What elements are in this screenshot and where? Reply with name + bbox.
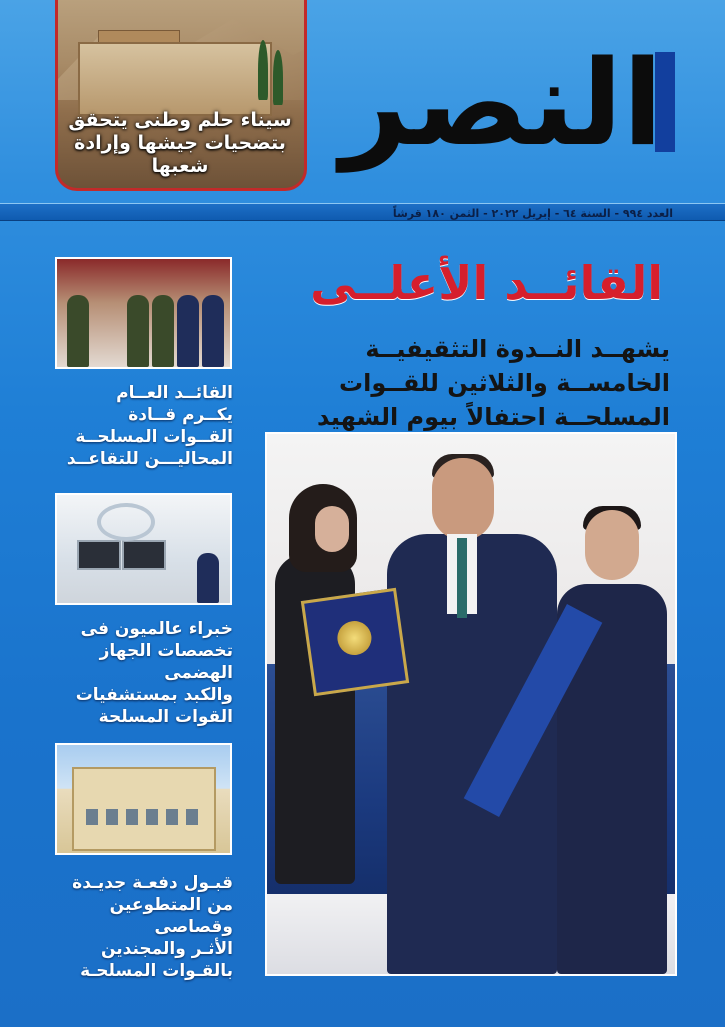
monitor-graphic [122, 540, 166, 570]
plaque-graphic [301, 588, 409, 696]
masthead-logo: النصر [340, 34, 663, 172]
caption-line: تخصصات الجهاز الهضمى [99, 641, 233, 683]
sidebar-caption[interactable] [55, 618, 233, 728]
main-photo[interactable] [265, 432, 677, 976]
caption-line: من المتطوعين وقصاصى [109, 895, 233, 937]
deck-line: المسلحــة احتفالاً بيوم الشهيد [317, 403, 670, 431]
sidebar-thumb-hospital[interactable] [55, 493, 232, 605]
boy-face [585, 510, 639, 580]
caption-line: والكبد بمستشفيات [75, 685, 233, 705]
sidebar-thumb-building[interactable] [55, 743, 232, 855]
medal-icon [335, 619, 373, 657]
sidebar-thumb-ceremony[interactable] [55, 257, 232, 369]
monitor-graphic [77, 540, 121, 570]
tree-graphic [273, 50, 283, 105]
main-kicker: القائــد الأعلــى [310, 256, 663, 310]
window-graphic [86, 809, 98, 825]
window-graphic [186, 809, 198, 825]
promo-headline: سيناء حلم وطنى يتحقق بتضحيات جيشها وإرادة شعبها [68, 109, 292, 177]
person-graphic [202, 295, 224, 367]
caption-line: القوات المسلحة [98, 707, 233, 727]
main-deck [290, 332, 670, 434]
man-face [432, 458, 494, 540]
monastery-graphic [78, 42, 272, 116]
tree-graphic [258, 40, 268, 100]
sidebar-caption[interactable] [55, 872, 233, 982]
deck-line: الخامســة والثلاثين للقــوات [339, 369, 670, 397]
person-graphic [197, 553, 219, 603]
caption-line: المحاليـــن للتقاعــد [66, 449, 233, 469]
deck-line: يشهــد النــدوة التثقيفيــة [365, 335, 670, 363]
tie-graphic [457, 538, 467, 618]
promo-photo[interactable] [55, 0, 307, 191]
window-graphic [166, 809, 178, 825]
person-graphic [127, 295, 149, 367]
issue-line: العدد ٩٩٤ - السنة ٦٤ - إبريل ٢٠٢٢ - الثمن ١٨٠ قرشاً [392, 207, 673, 220]
woman-face [315, 506, 349, 552]
equipment-graphic [97, 503, 155, 541]
person-graphic [152, 295, 174, 367]
caption-line: الأثـر والمجندين [100, 939, 233, 959]
caption-line: يكــرم قــادة [128, 405, 233, 425]
building-graphic [72, 767, 216, 851]
caption-line: قبـول دفعـة جديـدة [72, 873, 233, 893]
person-graphic [177, 295, 199, 367]
caption-line: القائــد العــام [116, 383, 233, 403]
caption-line: القــوات المسلحــة [75, 427, 233, 447]
caption-line: بالقـوات المسلحـة [80, 961, 233, 981]
window-graphic [146, 809, 158, 825]
person-graphic [67, 295, 89, 367]
caption-line: خبراء عالميون فى [80, 619, 233, 639]
window-graphic [106, 809, 118, 825]
window-graphic [126, 809, 138, 825]
sidebar-caption[interactable] [55, 382, 233, 470]
